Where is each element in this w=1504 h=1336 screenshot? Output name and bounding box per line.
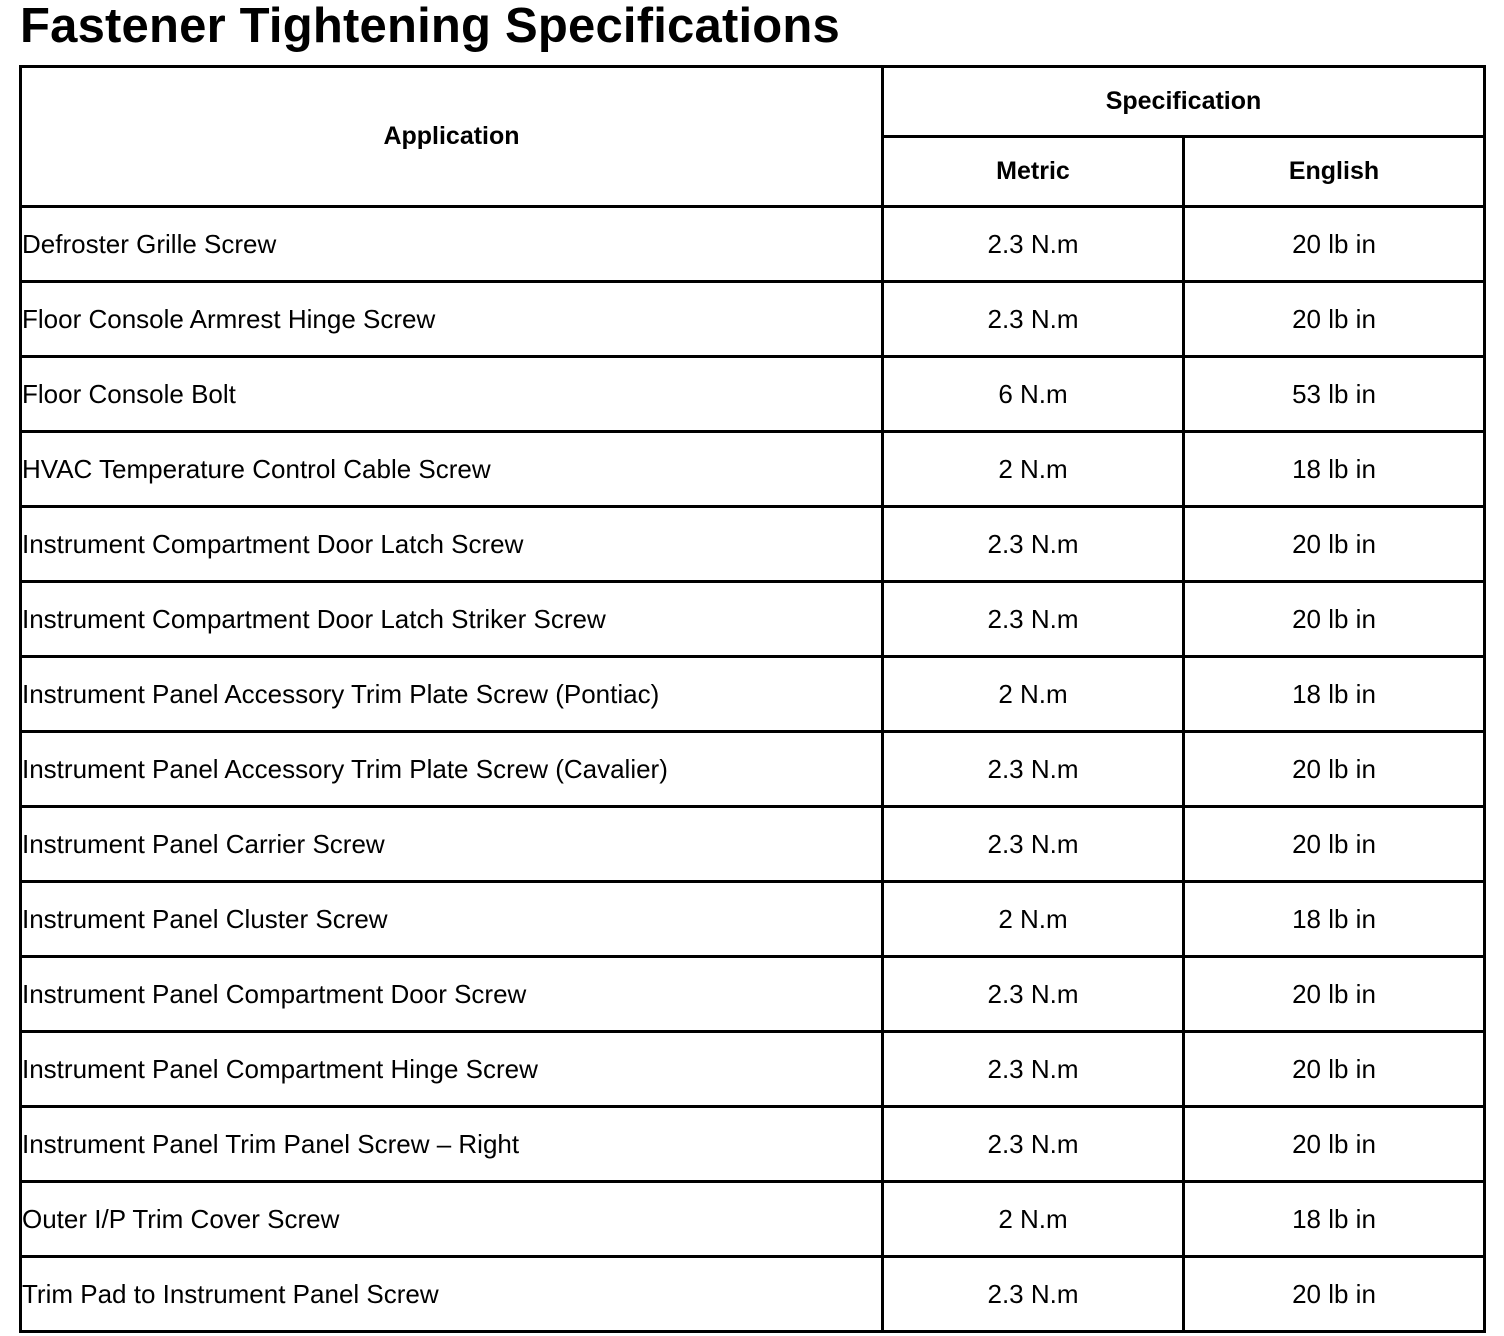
english-cell: 18 lb in — [1184, 432, 1485, 507]
table-row — [21, 957, 1485, 1032]
english-cell: 20 lb in — [1184, 1257, 1485, 1332]
table-row — [21, 882, 1485, 957]
english-cell: 20 lb in — [1184, 957, 1485, 1032]
metric-cell: 2.3 N.m — [883, 582, 1184, 657]
table-row — [21, 1257, 1485, 1332]
table-body — [21, 207, 1485, 1332]
application-cell: Instrument Compartment Door Latch Striker Screw — [21, 582, 883, 657]
application-cell: Instrument Panel Compartment Door Screw — [21, 957, 883, 1032]
english-cell: 20 lb in — [1184, 507, 1485, 582]
metric-cell: 2.3 N.m — [883, 1032, 1184, 1107]
english-cell: 20 lb in — [1184, 207, 1485, 282]
metric-cell: 2 N.m — [883, 882, 1184, 957]
metric-cell: 2 N.m — [883, 432, 1184, 507]
metric-cell: 2 N.m — [883, 657, 1184, 732]
application-cell: Outer I/P Trim Cover Screw — [21, 1182, 883, 1257]
application-cell: Instrument Panel Accessory Trim Plate Screw (Pontiac) — [21, 657, 883, 732]
application-cell: Defroster Grille Screw — [21, 207, 883, 282]
table-row — [21, 1107, 1485, 1182]
english-cell: 18 lb in — [1184, 1182, 1485, 1257]
metric-cell: 2.3 N.m — [883, 1107, 1184, 1182]
english-cell: 20 lb in — [1184, 282, 1485, 357]
table-row — [21, 582, 1485, 657]
english-cell: 18 lb in — [1184, 882, 1485, 957]
metric-cell: 2.3 N.m — [883, 1257, 1184, 1332]
metric-cell: 2.3 N.m — [883, 507, 1184, 582]
table-row — [21, 432, 1485, 507]
english-cell: 20 lb in — [1184, 1032, 1485, 1107]
application-cell: Trim Pad to Instrument Panel Screw — [21, 1257, 883, 1332]
application-cell: HVAC Temperature Control Cable Screw — [21, 432, 883, 507]
header-application: Application — [21, 67, 883, 207]
application-cell: Floor Console Bolt — [21, 357, 883, 432]
application-cell: Instrument Compartment Door Latch Screw — [21, 507, 883, 582]
spec-table — [19, 65, 1486, 1333]
table-row — [21, 207, 1485, 282]
table-row — [21, 1182, 1485, 1257]
metric-cell: 2.3 N.m — [883, 957, 1184, 1032]
header-row — [21, 67, 1485, 137]
table-row — [21, 357, 1485, 432]
english-cell: 20 lb in — [1184, 1107, 1485, 1182]
metric-cell: 2.3 N.m — [883, 282, 1184, 357]
application-cell: Instrument Panel Cluster Screw — [21, 882, 883, 957]
english-cell: 20 lb in — [1184, 807, 1485, 882]
table-row — [21, 507, 1485, 582]
metric-cell: 2.3 N.m — [883, 732, 1184, 807]
metric-cell: 2.3 N.m — [883, 807, 1184, 882]
metric-cell: 2.3 N.m — [883, 207, 1184, 282]
header-english: English — [1184, 137, 1485, 207]
application-cell: Instrument Panel Carrier Screw — [21, 807, 883, 882]
header-specification: Specification — [883, 67, 1485, 137]
table-row — [21, 282, 1485, 357]
application-cell: Floor Console Armrest Hinge Screw — [21, 282, 883, 357]
english-cell: 53 lb in — [1184, 357, 1485, 432]
application-cell: Instrument Panel Compartment Hinge Screw — [21, 1032, 883, 1107]
english-cell: 20 lb in — [1184, 582, 1485, 657]
metric-cell: 2 N.m — [883, 1182, 1184, 1257]
application-cell: Instrument Panel Trim Panel Screw – Right — [21, 1107, 883, 1182]
table-row — [21, 807, 1485, 882]
table-row — [21, 732, 1485, 807]
metric-cell: 6 N.m — [883, 357, 1184, 432]
table-row — [21, 657, 1485, 732]
application-cell: Instrument Panel Accessory Trim Plate Screw (Cavalier) — [21, 732, 883, 807]
table-row — [21, 1032, 1485, 1107]
header-metric: Metric — [883, 137, 1184, 207]
english-cell: 20 lb in — [1184, 732, 1485, 807]
page-title: Fastener Tightening Specifications — [20, 0, 840, 53]
english-cell: 18 lb in — [1184, 657, 1485, 732]
